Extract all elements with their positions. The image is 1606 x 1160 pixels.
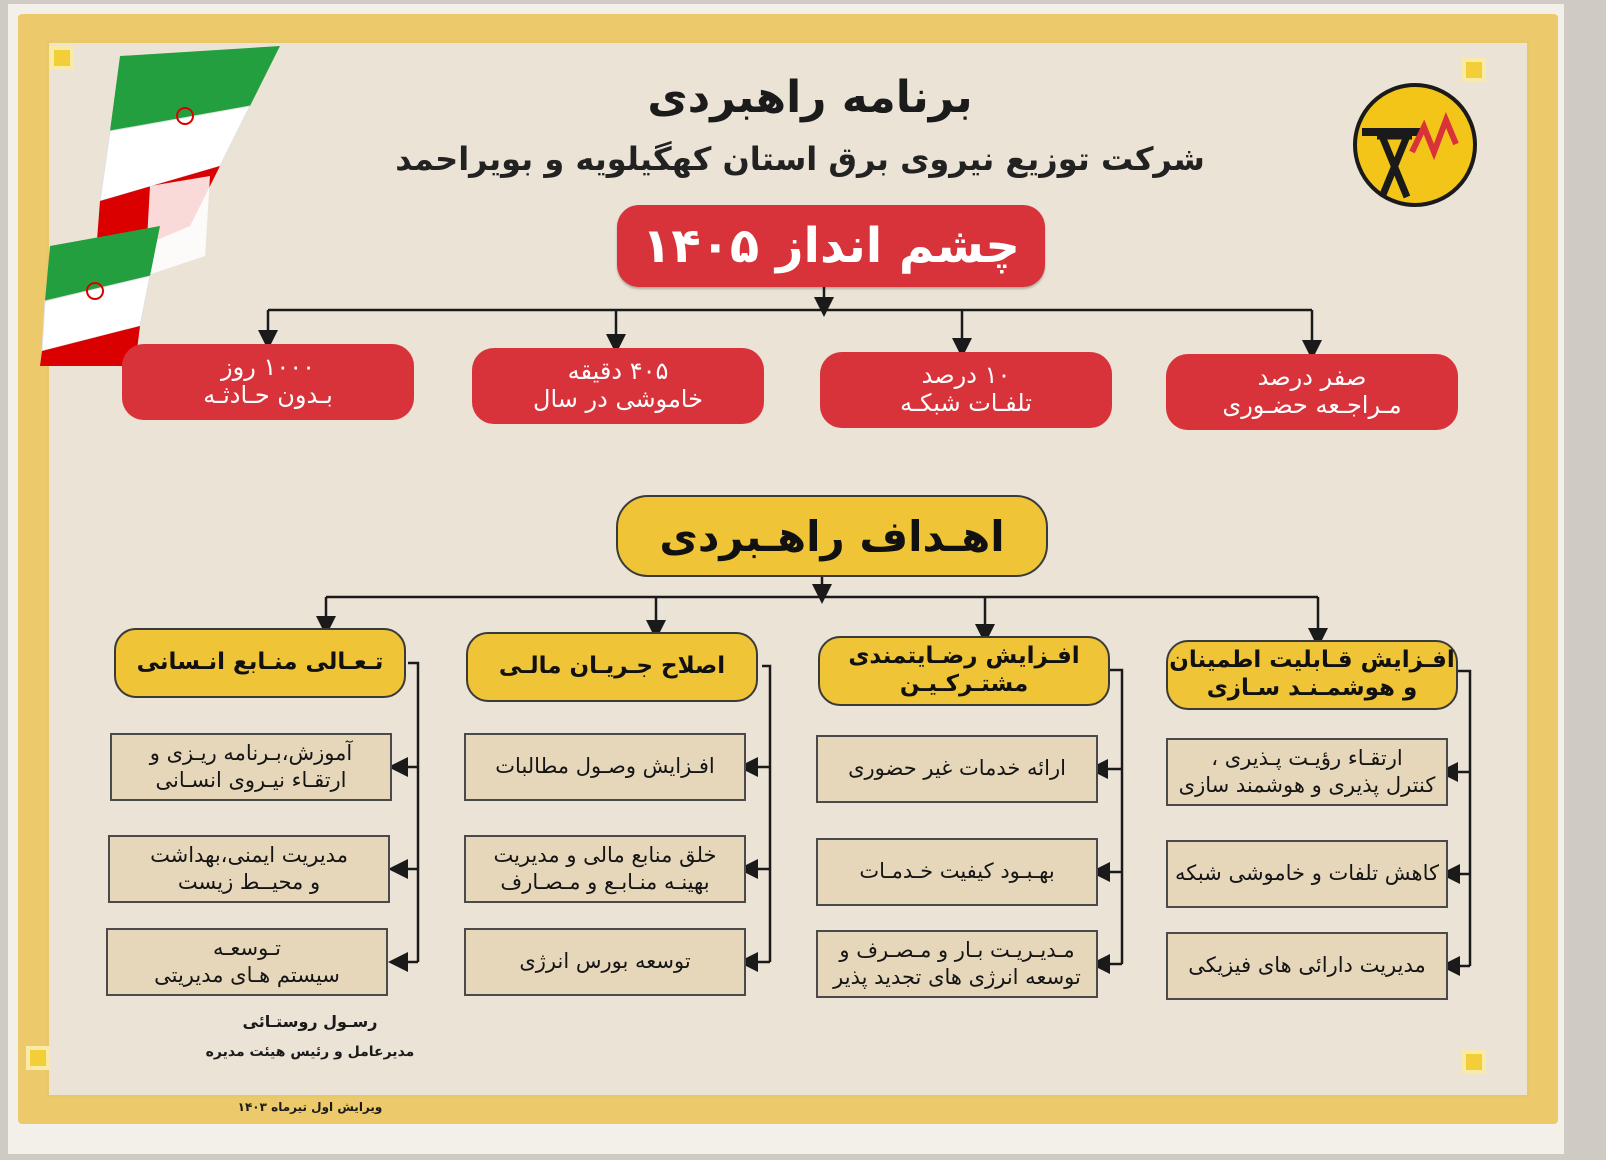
goal-item-line: بهینـه منـابـع و مـصـارف: [500, 870, 710, 894]
goal-item-line: مـدیـریـت بـار و مـصـرف و: [839, 937, 1075, 962]
goal-item: [816, 735, 1098, 803]
goal-title-line: مشتـرکـیـن: [899, 671, 1029, 697]
vision-target-label: تلفـات شبکـه: [900, 389, 1032, 417]
goal-item: [816, 838, 1098, 906]
goal-item-line: خلق منابع مالی و مدیریت: [493, 842, 717, 867]
goal-item-line: توسعه بورس انرژی: [519, 949, 691, 974]
goal-title-line: افـزایش قـابلیت اطمینان: [1169, 647, 1455, 674]
vision-target-zero-visits: [1166, 354, 1458, 430]
goal-item-line: تـوسعـه: [213, 935, 281, 960]
goal-item-line: توسعه انرژی های تجدید پذیر: [833, 965, 1081, 989]
signatory-role: مدیرعامل و رئیس هیئت مدیره: [205, 1044, 415, 1060]
goal-item: [464, 928, 746, 996]
goal-item-line: سیستم هـای مدیریتی: [154, 963, 340, 987]
goal-item-line: کنترل پذیری و هوشمند سازی: [1178, 773, 1436, 797]
vision-target-accident-free-days: [122, 344, 414, 420]
goal-item: [1166, 840, 1448, 908]
strategic-goals-box: اهـداف راهـبردی: [616, 495, 1048, 577]
vision-target-label: خاموشی در سال: [533, 385, 703, 413]
vision-target-value: ۱۰۰۰ روز: [221, 353, 315, 382]
goal-item-line: افـزایش وصـول مطالبات: [495, 754, 715, 779]
goal-item-line: مدیریت ایمنی،بهداشت: [150, 842, 348, 867]
goal-human-resources: [114, 628, 406, 698]
goal-item: [108, 835, 390, 903]
signatory-name: رسـول روستـائی: [242, 1012, 378, 1031]
goal-item: [816, 930, 1098, 998]
goal-title-line: اصلاح جـریـان مالـی: [498, 653, 726, 680]
goal-item: [464, 835, 746, 903]
goal-item: [1166, 738, 1448, 806]
goal-financial-flow: [466, 632, 758, 702]
goal-customer-satisfaction: [818, 636, 1110, 706]
goal-item-line: ارائه خدمات غیر حضوری: [848, 756, 1066, 781]
company-subtitle: شرکت توزیع نیروی برق استان کهگیلویه و بویراحمد: [395, 140, 1205, 178]
vision-target-value: ۴۰۵ دقیقه: [567, 357, 669, 386]
vision-target-label: بـدون حـادثـه: [203, 381, 333, 409]
edition-note: ویرایش اول تیرماه ۱۴۰۳: [237, 1100, 383, 1114]
goal-item-line: مدیریت دارائی های فیزیکی: [1188, 953, 1426, 978]
goal-title-line: افـزایش رضـایتمندی: [848, 643, 1080, 670]
vision-1405-box: چشم انداز ۱۴۰۵: [617, 205, 1045, 287]
goal-item: [106, 928, 388, 996]
goal-item-line: آموزش،بـرنامه ریـزی و: [149, 740, 353, 765]
vision-target-value: ۱۰ درصد: [921, 361, 1011, 390]
goal-title-line: تـعـالی منـابع انـسانی: [136, 649, 384, 676]
vision-target-outage-minutes: [472, 348, 764, 424]
goal-item-line: بهـبـود کیفیت خـدمـات: [859, 859, 1055, 884]
vision-target-label: مـراجـعه حضـوری: [1222, 391, 1402, 419]
vision-target-value: صفر درصد: [1257, 363, 1367, 392]
goal-item: [464, 733, 746, 801]
goal-item-line: ارتقـاء نیـروی انسـانی: [155, 768, 347, 792]
goal-reliability-smart: [1166, 640, 1458, 710]
page-title: برنامه راهبردی: [647, 72, 973, 123]
goal-item: [1166, 932, 1448, 1000]
goal-item-line: ارتقـاء رؤیـت پـذیری ،: [1211, 745, 1403, 770]
goal-item-line: کاهش تلفات و خاموشی شبکه: [1174, 861, 1440, 886]
goal-item: [110, 733, 392, 801]
goal-item-line: و محیــط زیست: [177, 870, 321, 894]
vision-target-grid-losses: [820, 352, 1112, 428]
goal-title-line: و هوشمـنـد سـازی: [1206, 675, 1418, 701]
